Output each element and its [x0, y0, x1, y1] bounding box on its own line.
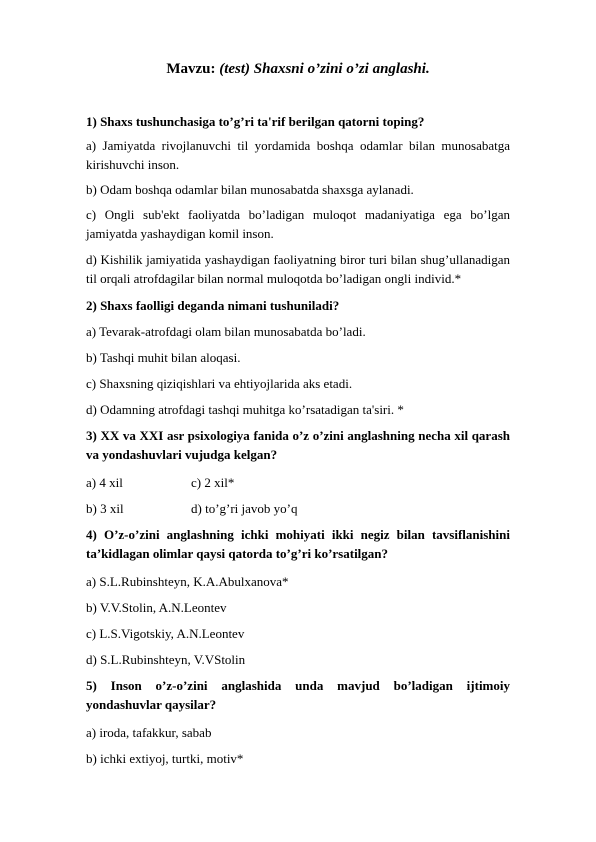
question-2-option-a: a) Tevarak-atrofdagi olam bilan munosabatda bo’ladi.: [86, 324, 366, 339]
question-3-option-b: b) 3 xil: [86, 501, 124, 516]
question-1-option-b: b) Odam boshqa odamlar bilan munosabatda shaxsga aylanadi.: [86, 182, 414, 197]
question-4-option-a: a) S.L.Rubinshteyn, K.A.Abulxanova*: [86, 574, 289, 589]
question-3-option-c: c) 2 xil*: [191, 475, 235, 490]
question-5: 5) Inson o’z-o’zini anglashida unda mavjud bo’ladigan ijtimoiy yondashuvlar qaysilar?: [86, 678, 510, 712]
question-2-option-b: b) Tashqi muhit bilan aloqasi.: [86, 350, 241, 365]
question-4: 4) O’z-o’zini anglashning ichki mohiyati ikki negiz bilan tavsiflanishini ta’kidlagan olimlar qaysi qatorda to’g’ri ko’rsatilgan?: [86, 527, 510, 561]
question-5-option-b: b) ichki extiyoj, turtki, motiv*: [86, 751, 244, 766]
question-2-option-d: d) Odamning atrofdagi tashqi muhitga ko’rsatadigan ta'siri. *: [86, 402, 404, 417]
question-2: 2) Shaxs faolligi deganda nimani tushuniladi?: [86, 298, 340, 313]
title-lead: Mavzu:: [166, 61, 216, 77]
question-5-option-a: a) iroda, tafakkur, sabab: [86, 725, 212, 740]
question-3-option-a: a) 4 xil: [86, 475, 123, 490]
question-3-option-d: d) to’g’ri javob yo’q: [191, 501, 298, 516]
question-1-option-d: d) Kishilik jamiyatida yashaydigan faoliyatning biror turi bilan shug’ullanadigan til orqali atrofdagilar bilan normal muloqotda bo’ladigan ongli individ.*: [86, 252, 510, 286]
question-4-option-d: d) S.L.Rubinshteyn, V.VStolin: [86, 652, 246, 667]
page-title: [0, 60, 596, 78]
question-4-option-b: b) V.V.Stolin, A.N.Leontev: [86, 600, 227, 615]
title-topic: (test) Shaxsni o’zini o’zi anglashi.: [219, 61, 430, 77]
question-3: 3) XX va XXI asr psixologiya fanida o’z o’zini anglashning necha xil qarash va yondashuvlari vujudga kelgan?: [86, 428, 510, 462]
question-1: 1) Shaxs tushunchasiga to’g’ri ta'rif berilgan qatorni toping?: [86, 114, 425, 129]
question-1-option-c: c) Ongli sub'ekt faoliyatda bo’ladigan muloqot madaniyatiga ega bo’lgan jamiyatda yashaydigan komil inson.: [86, 207, 510, 241]
question-4-option-c: c) L.S.Vigotskiy, A.N.Leontev: [86, 626, 245, 641]
question-2-option-c: c) Shaxsning qiziqishlari va ehtiyojlarida aks etadi.: [86, 376, 353, 391]
question-1-option-a: a) Jamiyatda rivojlanuvchi til yordamida boshqa odamlar bilan munosabatga kirishuvchi inson.: [86, 138, 510, 172]
